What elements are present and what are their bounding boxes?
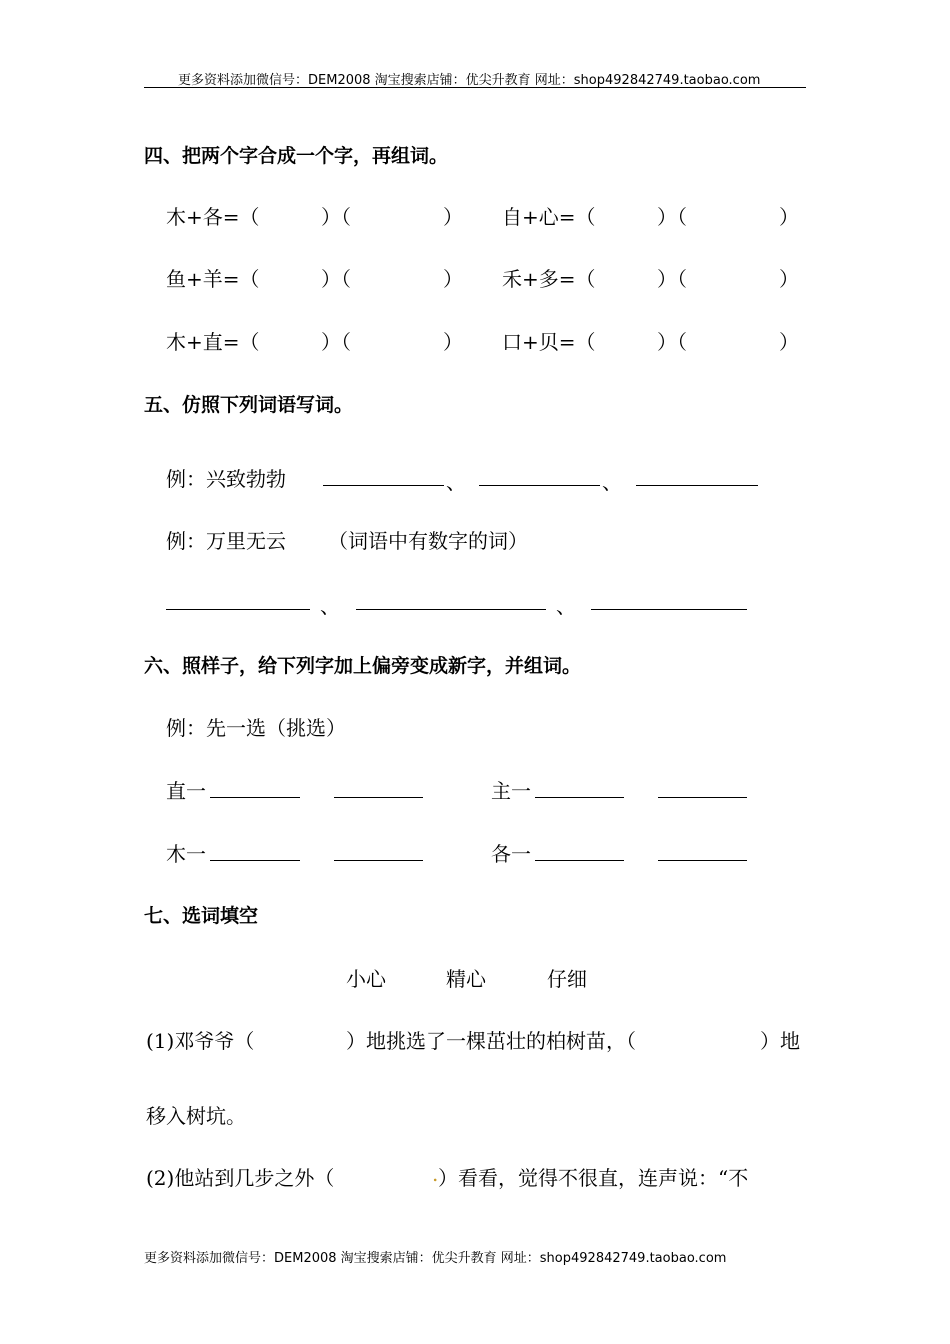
s5-blank-1[interactable] <box>323 485 444 486</box>
s7-word-3: 仔细 <box>547 967 587 991</box>
section-6-title: 六、照样子，给下列字加上偏旁变成新字，并组词。 <box>144 655 582 677</box>
s5-blank-6[interactable] <box>591 609 747 610</box>
s7-q2-start: (2)他站到几步之外（ <box>146 1166 335 1190</box>
s5-blank-2[interactable] <box>479 485 600 486</box>
s4-r1-close: ） <box>443 205 463 229</box>
s7-q2-dot: . <box>432 1162 439 1186</box>
s6-item-2-blank-a[interactable] <box>535 797 624 798</box>
s4-r1-right: 自+心=（ <box>502 205 596 229</box>
section-7-title: 七、选词填空 <box>144 905 259 927</box>
s5-blank-3[interactable] <box>636 485 758 486</box>
s7-q1-start: (1)邓爷爷（ <box>146 1029 255 1053</box>
section-4-title: 四、把两个字合成一个字，再组词。 <box>144 145 449 167</box>
s4-r2-right: 禾+多=（ <box>502 267 596 291</box>
s5-sep-1: 、 <box>446 470 466 494</box>
s5-sep-3: 、 <box>320 594 340 618</box>
s6-item-1: 直一 <box>166 779 206 803</box>
s6-item-3-blank-b[interactable] <box>334 860 423 861</box>
s5-blank-4[interactable] <box>166 609 310 610</box>
s7-q2-rest: ）看看，觉得不很直，连声说：“不 <box>438 1166 749 1190</box>
s6-item-4: 各一 <box>491 842 531 866</box>
s5-example-2: 例：万里无云 <box>166 529 286 553</box>
section-5-title: 五、仿照下列词语写词。 <box>144 394 354 416</box>
s6-example: 例：先一选（挑选） <box>166 716 346 740</box>
s4-r3-close: ） <box>443 330 463 354</box>
s7-q1-continued: 移入树坑。 <box>146 1104 246 1128</box>
s4-r3-right: 口+贝=（ <box>502 330 596 354</box>
s6-item-2-blank-b[interactable] <box>658 797 747 798</box>
s5-blank-5[interactable] <box>356 609 546 610</box>
s4-r2-close2: ） <box>779 267 799 291</box>
s6-item-3: 木一 <box>166 842 206 866</box>
page-header: 更多资料添加微信号：DEM2008 淘宝搜索店铺：优尖升教育 网址：shop492842749.taobao.com <box>178 73 761 88</box>
page-footer: 更多资料添加微信号：DEM2008 淘宝搜索店铺：优尖升教育 网址：shop492842749.taobao.com <box>144 1251 727 1266</box>
s7-word-1: 小心 <box>346 967 386 991</box>
s4-r2-close: ） <box>443 267 463 291</box>
s4-r3-mid: ）（ <box>321 330 351 354</box>
s6-item-1-blank-a[interactable] <box>210 797 300 798</box>
s7-word-2: 精心 <box>446 967 486 991</box>
s6-item-4-blank-b[interactable] <box>658 860 747 861</box>
s4-r1-left: 木+各=（ <box>166 205 260 229</box>
s4-r3-close2: ） <box>779 330 799 354</box>
s6-item-1-blank-b[interactable] <box>334 797 423 798</box>
s5-sep-2: 、 <box>602 470 622 494</box>
s5-example-2-note: （词语中有数字的词） <box>328 529 528 553</box>
header-divider <box>144 87 806 88</box>
s4-r1-mid: ）（ <box>321 205 351 229</box>
s4-r1-mid2: ）（ <box>657 205 687 229</box>
s4-r2-mid2: ）（ <box>657 267 687 291</box>
s7-q1-end: ）地 <box>760 1029 800 1053</box>
s4-r3-left: 木+直=（ <box>166 330 260 354</box>
s6-item-3-blank-a[interactable] <box>210 860 300 861</box>
s4-r2-mid: ）（ <box>321 267 351 291</box>
s4-r1-close2: ） <box>779 205 799 229</box>
s5-example-1: 例：兴致勃勃 <box>166 467 286 491</box>
s4-r2-left: 鱼+羊=（ <box>166 267 260 291</box>
s6-item-2: 主一 <box>491 779 531 803</box>
s7-q1-mid: ）地挑选了一棵茁壮的柏树苗，（ <box>346 1029 636 1053</box>
s6-item-4-blank-a[interactable] <box>535 860 624 861</box>
s4-r3-mid2: ）（ <box>657 330 687 354</box>
s5-sep-4: 、 <box>556 594 576 618</box>
